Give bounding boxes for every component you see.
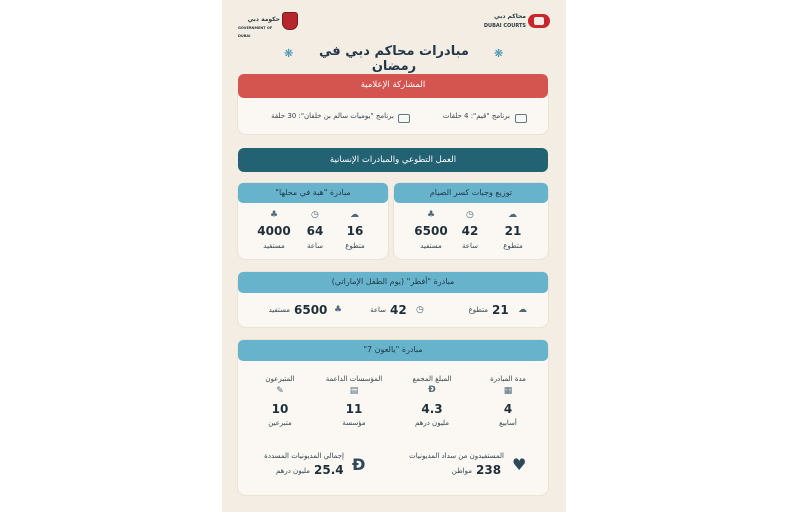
tv-program-icon (515, 114, 527, 123)
courts-logo-ar: محاكم دبي (494, 13, 526, 20)
heba-hours-value: 64 (306, 224, 324, 238)
aoun-amount-value: 4.3 (421, 402, 443, 416)
total-debt-value: 25.4 (314, 463, 344, 477)
aoun-institutions-title: المؤسسات الداعمة (325, 375, 383, 383)
donation-icon: ✎ (276, 386, 284, 396)
aoun-duration-title: مدة المبادرة (490, 375, 526, 383)
heba-heading: مبادرة "هبة في محلها" (238, 183, 388, 203)
iftar-beneficiaries-label: مستفيد (420, 242, 442, 250)
media-program-1: برنامج "قيم": 4 حلقات (442, 112, 510, 120)
aoun-donors-unit: متبرعين (268, 419, 292, 427)
aoun-institutions-value: 11 (345, 402, 363, 416)
volunteer-heading: العمل التطوعي والمبادرات الإنسانية (238, 148, 548, 172)
clock-icon: ◷ (311, 210, 319, 220)
heba-beneficiaries-value: 4000 (257, 224, 291, 238)
aoun-heading: مبادرة "يالعون 7" (238, 340, 548, 361)
page-title: مبادرات محاكم دبي في رمضان (319, 44, 469, 74)
total-debt-title: إجمالي المديونيات المسددة (264, 452, 344, 460)
aftar-volunteers-label: متطوع (468, 306, 488, 314)
volunteers-icon: ☁ (518, 305, 527, 315)
iftar-beneficiaries-value: 6500 (414, 224, 448, 238)
debt-beneficiaries-value: 238 (476, 463, 502, 477)
aftar-beneficiaries-value: 6500 (294, 303, 328, 317)
decorative-flower-icon: ❋ (284, 47, 294, 60)
decorative-flower-icon: ❋ (494, 47, 504, 60)
beneficiaries-icon: ♣ (270, 210, 279, 220)
aoun-institutions-unit: مؤسسة (342, 419, 366, 427)
aoun-donors-value: 10 (271, 402, 289, 416)
dirham-icon: Đ (428, 385, 436, 395)
calendar-icon: ▦ (503, 386, 513, 396)
heba-volunteers-label: متطوع (345, 242, 365, 250)
heba-hours-label: ساعة (307, 242, 323, 250)
gov-logo-en: GOVERNMENT OF DUBAI (238, 26, 273, 38)
heba-volunteers-value: 16 (346, 224, 364, 238)
iftar-volunteers-value: 21 (504, 224, 522, 238)
debt-beneficiaries-title: المستفيدون من سداد المديونيات (409, 452, 504, 460)
crest-icon (282, 12, 298, 30)
aoun-amount-unit: مليون درهم (414, 419, 449, 427)
iftar-hours-label: ساعة (462, 242, 478, 250)
volunteers-icon: ☁ (508, 210, 517, 220)
media-program-2: برنامج "يوميات سالم بن خلفان": 30 حلقة (271, 112, 394, 120)
iftar-volunteers-label: متطوع (503, 242, 523, 250)
heba-beneficiaries-label: مستفيد (263, 242, 285, 250)
dirham-large-icon: Đ (352, 455, 366, 474)
tv-program-icon (398, 114, 410, 123)
aftar-beneficiaries-label: مستفيد (268, 306, 290, 314)
aoun-donors-title: المتبرعون (265, 375, 295, 383)
total-debt-unit: مليون درهم (275, 467, 310, 475)
aftar-heading: مبادرة "أفطر" (يوم الطفل الإماراتي) (238, 272, 548, 293)
aoun-duration-unit: أسابيع (499, 419, 517, 427)
iftar-heading: توزيع وجبات كسر الصيام (394, 183, 548, 203)
courts-logo-en: DUBAI COURTS (483, 23, 526, 29)
dubai-courts-icon (528, 14, 550, 28)
beneficiaries-icon: ♣ (427, 210, 436, 220)
aoun-amount-title: المبلغ المجمع (412, 375, 452, 383)
aftar-hours-value: 42 (390, 303, 407, 317)
clock-icon: ◷ (466, 210, 474, 220)
gov-logo-ar: حكومة دبي (247, 16, 280, 23)
aoun-duration-value: 4 (503, 402, 513, 416)
clock-icon: ◷ (416, 305, 424, 315)
iftar-hours-value: 42 (461, 224, 479, 238)
government-of-dubai-logo (238, 10, 300, 38)
aftar-volunteers-value: 21 (492, 303, 509, 317)
poster (222, 0, 566, 512)
volunteers-icon: ☁ (350, 210, 359, 220)
debt-beneficiaries-unit: مواطن (451, 467, 472, 475)
dubai-courts-logo (480, 10, 552, 32)
media-heading: المشاركة الإعلامية (238, 74, 548, 98)
hands-heart-icon: ♥ (512, 455, 527, 474)
beneficiaries-icon: ♣ (334, 305, 343, 315)
aftar-hours-label: ساعة (370, 306, 386, 314)
building-icon: ▤ (349, 386, 359, 396)
